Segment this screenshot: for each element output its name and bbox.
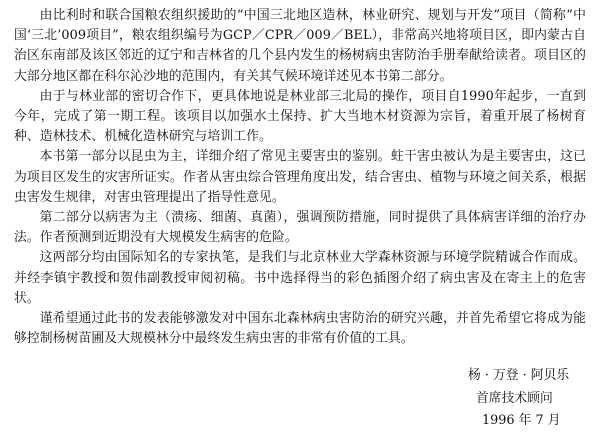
paragraph-5: 这两部分均由国际知名的专家执笔，是我们与北京林业大学森林资源与环境学院精诚合作而成。并经李镇宇教授和贺伟副教授审阅初稿。书中选择得当的彩色插图介绍了病虫害及在寄主上的危害状。 xyxy=(14,250,586,306)
paragraph-1: 由比利时和联合国粮农组织援助的“中国三北地区造林，林业研究、规划与开发”项目（简称“中国‘三北’009项目”，粮农组织编号为GCP／CPR／009／BEL），非常高兴地将项目区，即内蒙古自治区东南部及该区邻近的辽宁和吉林省的几个县内发生的杨树病虫害防治手册奉献给读者。项目区的大部分地区都在科尔沁沙地的范围内，有关其气候环境详述见本书第二部分。 xyxy=(14,8,586,84)
paragraph-6: 谨希望通过此书的发表能够激发对中国东北森林病虫害防治的研究兴趣，并首先希望它将成为能够控制杨树苗圃及大规模林分中最终发生病虫害的非常有价值的工具。 xyxy=(14,311,586,347)
signature-name: 杨 · 万登 · 阿贝乐 xyxy=(468,368,570,383)
paragraph-4: 第二部分以病害为主（溃疡、细菌、真菌），强调预防措施，同时提供了具体病害详细的治疗办法。作者预测到近期没有大规模发生病害的危险。 xyxy=(14,210,586,246)
paragraph-3: 本书第一部分以昆虫为主，详细介绍了常见主要害虫的鉴别。蛀干害虫被认为是主要害虫，这已为项目区发生的灾害所证实。作者从害虫综合管理角度出发，结合害虫、植物与环境之间关系，根据虫害发生规律，对害虫管理提出了指导性意见。 xyxy=(14,149,586,205)
signature-date: 1996 年 7 月 xyxy=(482,413,561,428)
signature-role: 首席技术顾问 xyxy=(476,391,553,406)
paragraph-2: 由于与林业部的密切合作下，更具体地说是林业部三北局的操作，项目自1990年起步，一直到今年，完成了第一期工程。该项目以加强水土保持、扩大当地木材资源为宗旨，着重开展了杨树育种、造林技术、机械化造林研究与培训工作。 xyxy=(14,88,586,145)
